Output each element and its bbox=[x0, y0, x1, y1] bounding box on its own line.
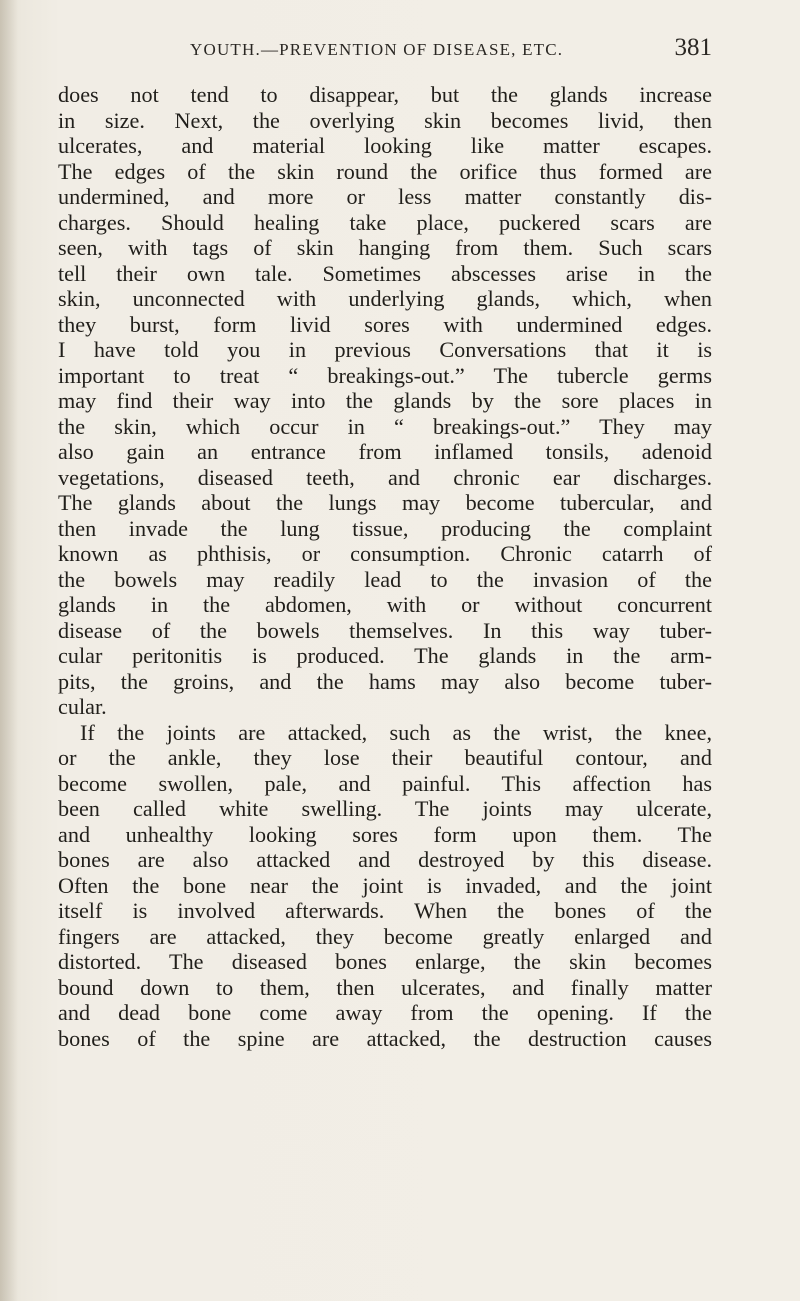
text-line: The edges of the skin round the orifice thus formed are bbox=[58, 158, 712, 184]
text-line: ulcerates, and material looking like matter escapes. bbox=[58, 133, 712, 158]
running-title: YOUTH.—PREVENTION OF DISEASE, ETC. bbox=[190, 40, 564, 59]
text-line: also gain an entrance from inflamed tonsils, adenoid bbox=[58, 439, 712, 464]
text-line: undermined, and more or less matter constantly dis- bbox=[58, 184, 712, 209]
page-number: 381 bbox=[674, 34, 712, 61]
binding-shadow bbox=[0, 0, 18, 1301]
text-line: distorted. The diseased bones enlarge, the skin becomes bbox=[58, 949, 712, 974]
text-line: pits, the groins, and the hams may also become tuber- bbox=[58, 668, 712, 694]
text-line: cular peritonitis is produced. The glands in the arm- bbox=[58, 643, 712, 668]
text-line: disease of the bowels themselves. In this way tuber- bbox=[58, 617, 712, 643]
text-line: I have told you in previous Conversations that it is bbox=[58, 337, 712, 362]
text-line: charges. Should healing take place, puckered scars are bbox=[58, 209, 712, 235]
text-line: glands in the abdomen, with or without concurrent bbox=[58, 592, 712, 617]
text-line: known as phthisis, or consumption. Chronic catarrh of bbox=[58, 541, 712, 566]
text-line: skin, unconnected with underlying glands, which, when bbox=[58, 286, 712, 311]
text-line: The glands about the lungs may become tubercular, and bbox=[58, 490, 712, 515]
text-line: become swollen, pale, and painful. This affection has bbox=[58, 770, 712, 796]
text-line: in size. Next, the overlying skin becomes livid, then bbox=[58, 107, 712, 133]
text-line: the bowels may readily lead to the invasion of the bbox=[58, 566, 712, 592]
text-line: and dead bone come away from the opening. If the bbox=[58, 1000, 712, 1025]
running-head bbox=[190, 34, 712, 64]
text-line: itself is involved afterwards. When the bones of the bbox=[58, 898, 712, 923]
text-line: seen, with tags of skin hanging from them. Such scars bbox=[58, 235, 712, 260]
text-line: been called white swelling. The joints may ulcerate, bbox=[58, 796, 712, 821]
paragraph-end-line: cular. bbox=[58, 694, 107, 719]
body-text bbox=[58, 82, 712, 1051]
text-line: vegetations, diseased teeth, and chronic ear discharges. bbox=[58, 464, 712, 490]
text-line: bound down to them, then ulcerates, and finally matter bbox=[58, 974, 712, 1000]
text-line: tell their own tale. Sometimes abscesses arise in the bbox=[58, 260, 712, 286]
text-line: and unhealthy looking sores form upon them. The bbox=[58, 821, 712, 847]
text-line: they burst, form livid sores with undermined edges. bbox=[58, 311, 712, 337]
text-line: Often the bone near the joint is invaded, and the joint bbox=[58, 872, 712, 898]
text-line: may find their way into the glands by the sore places in bbox=[58, 388, 712, 413]
text-line: important to treat “ breakings-out.” The tubercle germs bbox=[58, 362, 712, 388]
text-line: does not tend to disappear, but the glands increase bbox=[58, 82, 712, 107]
text-line: bones are also attacked and destroyed by this disease. bbox=[58, 847, 712, 872]
text-line: then invade the lung tissue, producing the complaint bbox=[58, 515, 712, 541]
text-line: bones of the spine are attacked, the destruction causes bbox=[58, 1025, 712, 1051]
text-line: fingers are attacked, they become greatly enlarged and bbox=[58, 923, 712, 949]
text-line: or the ankle, they lose their beautiful contour, and bbox=[58, 745, 712, 770]
text-line: the skin, which occur in “ breakings-out.” They may bbox=[58, 413, 712, 439]
paragraph-start-line: If the joints are attacked, such as the wrist, the knee, bbox=[80, 719, 712, 745]
